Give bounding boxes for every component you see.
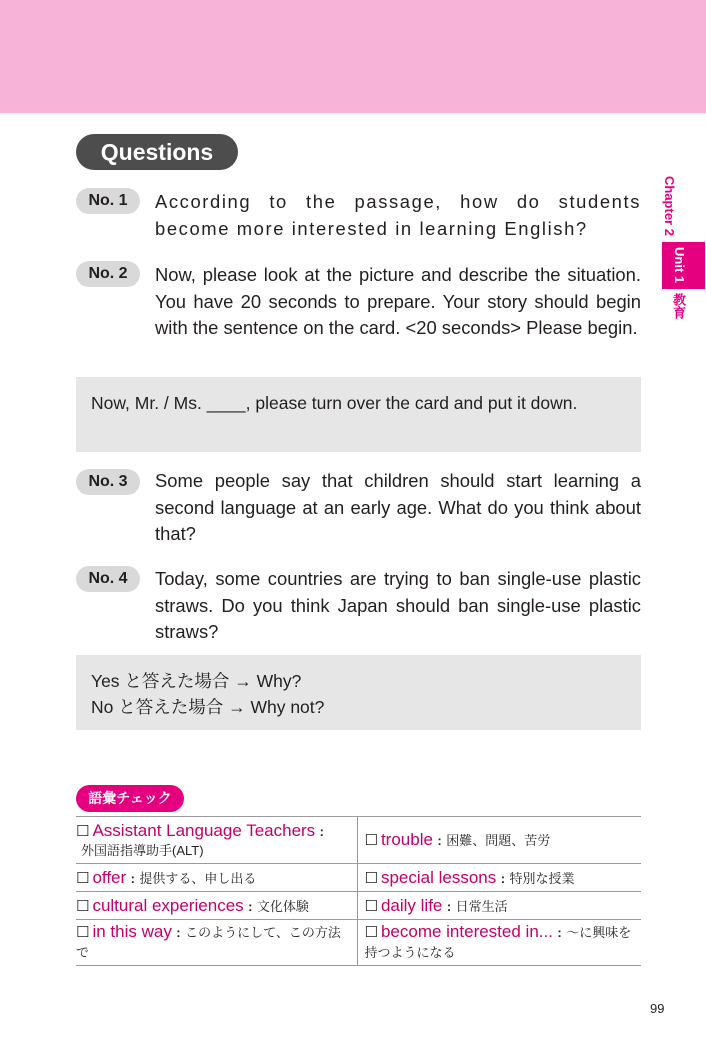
question-text: Now, please look at the picture and describe the situation. You have 20 seconds to prepare. Your story should begin with the sentence on the card. <20 seconds> Please begin. bbox=[155, 264, 641, 338]
question-text: According to the passage, how do students become more interested in learning English? bbox=[155, 191, 641, 239]
vocab-item: ☐ in this way : このようにして、この方法で bbox=[76, 920, 357, 966]
side-tab-subject: 教育 bbox=[671, 293, 686, 319]
side-tab-unit: Unit 1 bbox=[662, 242, 705, 289]
checkbox-icon[interactable]: ☐ bbox=[364, 924, 378, 941]
table-row bbox=[76, 864, 641, 892]
side-tab-chapter: Chapter 2 bbox=[662, 176, 677, 236]
checkbox-icon[interactable]: ☐ bbox=[364, 869, 378, 887]
vocab-item: ☐ trouble : 困難、問題、苦労 bbox=[357, 817, 641, 864]
vocab-term: Assistant Language Teachers bbox=[92, 820, 316, 840]
question-number-badge: No. 4 bbox=[76, 566, 140, 592]
vocab-item: ☐ Assistant Language Teachers : 外国語指導助手(ALT) bbox=[76, 817, 357, 864]
table-row bbox=[76, 920, 641, 966]
vocab-definition: 文化体験 bbox=[256, 898, 309, 914]
followup-line-yes: Yes と答えた場合 → Why? bbox=[91, 671, 302, 691]
vocab-definition: 提供する、申し出る bbox=[139, 870, 257, 886]
vocab-term: become interested in... bbox=[380, 922, 553, 941]
table-row bbox=[76, 817, 641, 864]
question-text: Today, some countries are trying to ban single-use plastic straws. Do you think Japan should ban single-use plastic straws? bbox=[155, 568, 641, 642]
vocab-item: ☐ offer : 提供する、申し出る bbox=[76, 864, 357, 892]
vocab-item: ☐ become interested in... : ～に興味を持つようになる bbox=[357, 920, 641, 966]
table-row bbox=[76, 892, 641, 920]
vocab-term: cultural experiences bbox=[92, 895, 244, 915]
vocab-check-label: 語彙チェック bbox=[76, 785, 184, 812]
page-number: 99 bbox=[650, 1001, 665, 1016]
section-title: Questions bbox=[76, 134, 238, 170]
vocab-definition: このようにして、この方法で bbox=[76, 925, 341, 960]
vocab-term: special lessons bbox=[380, 867, 497, 887]
question-number-badge: No. 1 bbox=[76, 188, 140, 214]
vocab-term: daily life bbox=[380, 895, 443, 915]
vocab-item: ☐ special lessons : 特別な授業 bbox=[357, 864, 641, 892]
vocab-table bbox=[76, 816, 641, 966]
header-band bbox=[0, 0, 706, 113]
vocab-definition: 特別な授業 bbox=[509, 870, 575, 886]
question-text: Some people say that children should start learning a second language at an early age. What do you think about that? bbox=[155, 470, 641, 544]
question-number-badge: No. 3 bbox=[76, 469, 140, 495]
instruction-text: Now, Mr. / Ms. ____, please turn over the card and put it down. bbox=[91, 393, 578, 413]
followup-line-no: No と答えた場合 → Why not? bbox=[91, 697, 325, 717]
vocab-term: trouble bbox=[380, 830, 433, 849]
vocab-term: in this way bbox=[92, 922, 172, 941]
checkbox-icon[interactable]: ☐ bbox=[76, 869, 90, 887]
vocab-definition: 困難、問題、苦労 bbox=[446, 833, 551, 848]
vocab-item: ☐ daily life : 日常生活 bbox=[357, 892, 641, 920]
vocab-term: offer bbox=[92, 867, 127, 887]
vocab-definition: ～に興味を持つようになる bbox=[364, 925, 632, 960]
checkbox-icon[interactable]: ☐ bbox=[364, 897, 378, 915]
followup-box bbox=[76, 655, 641, 730]
vocab-definition: 外国語指導助手(ALT) bbox=[81, 842, 204, 858]
instruction-box bbox=[76, 377, 641, 452]
question-number-badge: No. 2 bbox=[76, 261, 140, 287]
checkbox-icon[interactable]: ☐ bbox=[364, 832, 378, 849]
checkbox-icon[interactable]: ☐ bbox=[76, 924, 90, 941]
vocab-definition: 日常生活 bbox=[455, 898, 508, 914]
vocab-item: ☐ cultural experiences : 文化体験 bbox=[76, 892, 357, 920]
checkbox-icon[interactable]: ☐ bbox=[76, 822, 90, 840]
checkbox-icon[interactable]: ☐ bbox=[76, 897, 90, 915]
